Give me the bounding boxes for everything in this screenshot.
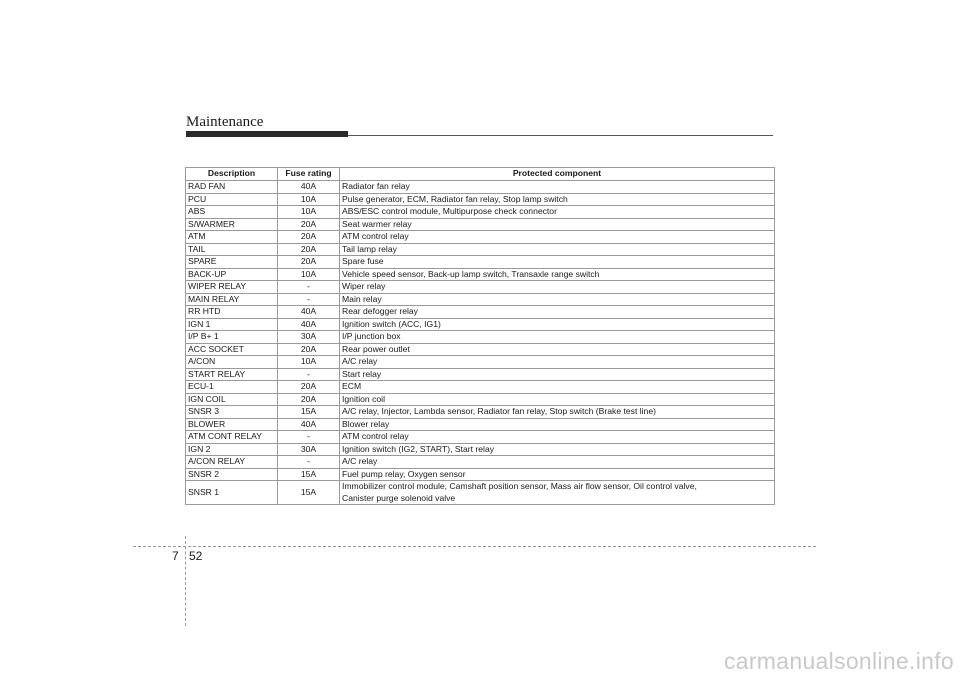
fuse-rating: 10A [278, 193, 340, 206]
header-rule-line [348, 135, 773, 136]
protected-component [340, 281, 775, 294]
protected-component-line: Pulse generator, ECM, Radiator fan relay, Stop lamp switch [342, 193, 568, 204]
fuse-rating: 20A [278, 256, 340, 269]
protected-component [340, 443, 775, 456]
protected-component-line: Wiper relay [342, 281, 386, 291]
fuse-rating: 10A [278, 356, 340, 369]
protected-component [340, 481, 775, 505]
table-row [186, 431, 775, 444]
fuse-description: ATM CONT RELAY [186, 431, 278, 444]
table-row [186, 343, 775, 356]
protected-component [340, 268, 775, 281]
table-row [186, 318, 775, 331]
fuse-rating: - [278, 456, 340, 469]
fuse-description: RR HTD [186, 306, 278, 319]
fuse-table-body [186, 181, 775, 505]
fuse-rating: 20A [278, 343, 340, 356]
table-row [186, 393, 775, 406]
fuse-description: A/CON RELAY [186, 456, 278, 469]
protected-component [340, 368, 775, 381]
fuse-description: ABS [186, 206, 278, 219]
table-row [186, 406, 775, 419]
table-row [186, 306, 775, 319]
fuse-description: SNSR 1 [186, 481, 278, 505]
fuse-description: I/P B+ 1 [186, 331, 278, 344]
fuse-description: BACK-UP [186, 268, 278, 281]
table-row [186, 243, 775, 256]
table-row [186, 368, 775, 381]
protected-component [340, 218, 775, 231]
protected-component-line: Ignition switch (IG2, START), Start relay [342, 443, 495, 454]
protected-component-line: Blower relay [342, 418, 390, 429]
header-rule-bar [186, 131, 348, 137]
protected-component-line: ATM control relay [342, 231, 409, 241]
protected-component-line: Vehicle speed sensor, Back-up lamp switch, Transaxle range switch [342, 268, 600, 279]
table-row [186, 381, 775, 394]
protected-component-line: I/P junction box [342, 331, 401, 341]
fuse-description: SPARE [186, 256, 278, 269]
table-row [186, 268, 775, 281]
table-row [186, 193, 775, 206]
protected-component [340, 393, 775, 406]
fuse-description: S/WARMER [186, 218, 278, 231]
fuse-description: PCU [186, 193, 278, 206]
fuse-description: TAIL [186, 243, 278, 256]
protected-component-line: ECM [342, 381, 362, 391]
fuse-table [185, 167, 775, 505]
fuse-description: SNSR 3 [186, 406, 278, 419]
protected-component-line: A/C relay [342, 456, 378, 466]
chapter-number: 7 [172, 549, 179, 563]
fuse-rating: - [278, 281, 340, 294]
table-row [186, 481, 775, 505]
fuse-rating: 40A [278, 181, 340, 194]
protected-component-line: ATM control relay [342, 431, 409, 441]
table-row [186, 443, 775, 456]
fuse-description: IGN COIL [186, 393, 278, 406]
table-row [186, 206, 775, 219]
fuse-description: RAD FAN [186, 181, 278, 194]
fuse-rating: 20A [278, 393, 340, 406]
fuse-rating: 40A [278, 306, 340, 319]
protected-component [340, 256, 775, 269]
table-row [186, 256, 775, 269]
table-row [186, 181, 775, 194]
fuse-description: SNSR 2 [186, 468, 278, 481]
fuse-rating: 15A [278, 406, 340, 419]
fuse-rating: 20A [278, 231, 340, 244]
protected-component-line: Immobilizer control module, Camshaft position sensor, Mass air flow sensor, Oil control valve, [342, 481, 697, 491]
protected-component-line: Rear power outlet [342, 343, 410, 354]
protected-component [340, 431, 775, 444]
protected-component [340, 306, 775, 319]
fuse-rating: 20A [278, 218, 340, 231]
fuse-rating: 10A [278, 206, 340, 219]
fuse-rating: 15A [278, 481, 340, 505]
fuse-rating: 20A [278, 243, 340, 256]
fuse-rating: - [278, 431, 340, 444]
page-number: 52 [189, 549, 203, 563]
fuse-description: A/CON [186, 356, 278, 369]
table-row [186, 331, 775, 344]
footer-dashed-divider [185, 536, 186, 626]
fuse-rating: 20A [278, 381, 340, 394]
protected-component [340, 456, 775, 469]
fuse-rating: 15A [278, 468, 340, 481]
protected-component-line: A/C relay, Injector, Lambda sensor, Radiator fan relay, Stop switch (Brake test line) [342, 406, 656, 416]
protected-component [340, 206, 775, 219]
section-title: Maintenance [186, 114, 264, 130]
table-row [186, 356, 775, 369]
fuse-rating: 40A [278, 418, 340, 431]
protected-component-line: A/C relay [342, 356, 378, 366]
fuse-description: BLOWER [186, 418, 278, 431]
fuse-rating: - [278, 293, 340, 306]
protected-component [340, 331, 775, 344]
protected-component [340, 243, 775, 256]
protected-component-line: Seat warmer relay [342, 218, 412, 229]
protected-component-line: Ignition switch (ACC, IG1) [342, 318, 441, 329]
fuse-rating: 40A [278, 318, 340, 331]
table-row [186, 418, 775, 431]
protected-component [340, 181, 775, 194]
protected-component [340, 231, 775, 244]
column-header-fuse-rating: Fuse rating [278, 168, 340, 181]
fuse-rating: 30A [278, 443, 340, 456]
protected-component [340, 193, 775, 206]
watermark-text: carmanualsonline.info [723, 648, 954, 674]
table-row [186, 281, 775, 294]
fuse-rating: 10A [278, 268, 340, 281]
fuse-description: IGN 2 [186, 443, 278, 456]
fuse-description: IGN 1 [186, 318, 278, 331]
footer-dashed-line [133, 546, 816, 547]
protected-component-line: Fuel pump relay, Oxygen sensor [342, 468, 466, 479]
protected-component [340, 468, 775, 481]
protected-component [340, 381, 775, 394]
protected-component-line: Main relay [342, 293, 382, 304]
protected-component-line: Tail lamp relay [342, 243, 397, 254]
fuse-description: ATM [186, 231, 278, 244]
fuse-description: ACC SOCKET [186, 343, 278, 356]
protected-component-line: Spare fuse [342, 256, 384, 266]
fuse-description: ECU-1 [186, 381, 278, 394]
protected-component [340, 356, 775, 369]
table-row [186, 218, 775, 231]
table-row [186, 293, 775, 306]
column-header-description: Description [186, 168, 278, 181]
protected-component-line: Ignition coil [342, 393, 385, 404]
table-row [186, 231, 775, 244]
column-header-protected-component: Protected component [340, 168, 775, 181]
fuse-description: START RELAY [186, 368, 278, 381]
protected-component [340, 293, 775, 306]
protected-component-line: Start relay [342, 368, 382, 379]
protected-component [340, 418, 775, 431]
table-row [186, 468, 775, 481]
protected-component-line: Rear defogger relay [342, 306, 418, 316]
fuse-rating: - [278, 368, 340, 381]
protected-component [340, 318, 775, 331]
fuse-rating: 30A [278, 331, 340, 344]
protected-component-line: ABS/ESC control module, Multipurpose check connector [342, 206, 557, 216]
fuse-description: WIPER RELAY [186, 281, 278, 294]
protected-component [340, 343, 775, 356]
protected-component [340, 406, 775, 419]
table-row [186, 456, 775, 469]
protected-component-line: Canister purge solenoid valve [342, 492, 456, 503]
fuse-description: MAIN RELAY [186, 293, 278, 306]
table-header-row [186, 168, 775, 181]
protected-component-line: Radiator fan relay [342, 181, 410, 191]
